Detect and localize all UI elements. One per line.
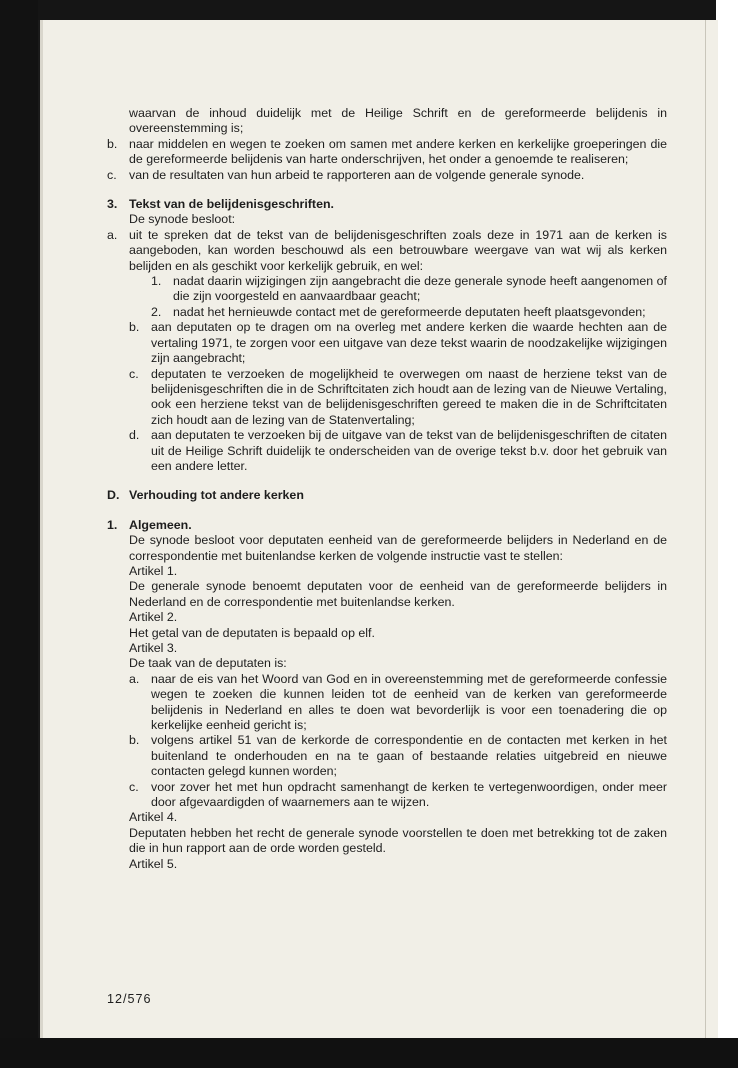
scan-border-bottom xyxy=(0,1038,738,1068)
list-text: nadat daarin wijzigingen zijn aangebracht die deze generale synode heeft aangenomen of die zijn voorgesteld en aanvaardbaar geacht; xyxy=(173,274,667,304)
list-label: a. xyxy=(107,227,118,242)
intro-item-b xyxy=(107,137,667,168)
section-number: 1. xyxy=(107,517,118,532)
list-text: deputaten te verzoeken de mogelijkheid te overwegen om naast de herziene tekst van de belijdenisgeschriften die in de Schriftcitaten zich houdt aan de lezing van de Nieuwe Vertaling, ook een herziene tekst van de belijdenisgeschriften gereed te maken die in de Schriftcitaten zich houdt aan de lezing van de Statenvertaling; xyxy=(151,366,667,427)
section-3-item-b xyxy=(129,320,667,366)
article-4-text: Deputaten hebben het recht de generale synode voorstellen te doen met betrekking tot de zaken die in hun rapport aan de orde worden gesteld. xyxy=(129,825,667,856)
section-title: Verhouding tot andere kerken xyxy=(129,488,304,503)
list-label: a. xyxy=(129,671,140,686)
list-label: 1. xyxy=(151,274,162,289)
list-label: c. xyxy=(129,366,139,381)
section-3-item-a xyxy=(107,228,667,274)
list-label: b. xyxy=(129,320,140,335)
list-text: uit te spreken dat de tekst van de belijdenisgeschriften zoals deze in 1971 aan de kerken is aangeboden, kan worden beschouwd als een betrouwbare weergave van wat wij als kerken belijden en als geschikt voor kerkelijk gebruik, en wel: xyxy=(129,227,667,273)
intro-item-c xyxy=(107,168,667,183)
article-4-title: Artikel 4. xyxy=(129,810,178,825)
list-text: naar de eis van het Woord van God en in overeenstemming met de gereformeerde confessie wegen te zoeken die kunnen leiden tot de eenheid van de kerken van gereformeerde belijdenis in Nederland en alles te doen wat bevorderlijk is voor een toenadering die op kerkelijke eenheid gericht is; xyxy=(151,671,667,733)
section-number: 3. xyxy=(107,197,118,212)
article-3-item-b xyxy=(129,733,667,779)
scan-border-left xyxy=(0,0,38,1068)
section-3-item-d xyxy=(129,428,667,474)
article-3-lead: De taak van de deputaten is: xyxy=(129,656,287,671)
section-3-subitem-1 xyxy=(151,274,667,305)
section-label: D. xyxy=(107,488,120,503)
article-5-title: Artikel 5. xyxy=(129,856,178,871)
article-3-item-a xyxy=(129,672,667,734)
scan-border-right xyxy=(716,0,738,1068)
section-title: Tekst van de belijdenisgeschriften. xyxy=(129,197,334,212)
list-text: voor zover het met hun opdracht samenhangt de kerken te vertegenwoordigen, onder meer door afgevaardigden of waarnemers aan te wijzen. xyxy=(151,779,667,810)
section-3-lead: De synode besloot: xyxy=(129,212,236,227)
list-text: van de resultaten van hun arbeid te rapporteren aan de volgende generale synode. xyxy=(129,167,585,182)
page-number: 12/576 xyxy=(107,992,152,1006)
list-label: 2. xyxy=(151,304,162,319)
article-3-title: Artikel 3. xyxy=(129,641,178,655)
article-1-title: Artikel 1. xyxy=(129,563,178,578)
list-label: d. xyxy=(129,428,140,443)
list-label: c. xyxy=(129,779,139,794)
article-3-item-c xyxy=(129,780,667,811)
page-content xyxy=(107,106,667,872)
list-text: aan deputaten op te dragen om na overleg met andere kerken die waarde hechten aan de vertaling 1971, te zorgen voor een uitgave van deze tekst waarin de noodzakelijke wijzigingen zijn aangebracht; xyxy=(151,320,667,366)
article-2-text: Het getal van de deputaten is bepaald op elf. xyxy=(129,625,375,640)
article-1-text: De generale synode benoemt deputaten voor de eenheid van de gereformeerde belijders in Nederland en de correspondentie met buitenlandse kerken. xyxy=(129,579,667,609)
section-3-subitem-2 xyxy=(151,305,667,320)
page-fold-line xyxy=(705,20,706,1038)
subsection-1-intro: De synode besloot voor deputaten eenheid van de gereformeerde belijders in Nederland en de correspondentie met buitenlandse kerken de volgende instructie vast te stellen: xyxy=(129,533,667,563)
intro-continuation: waarvan de inhoud duidelijk met de Heilige Schrift en de gereformeerde belijdenis in overeenstemming is; xyxy=(129,106,667,136)
section-d-heading xyxy=(107,488,667,503)
section-3-heading xyxy=(107,197,667,212)
list-label: c. xyxy=(107,167,117,182)
scan-border-top xyxy=(0,0,738,20)
article-2-title: Artikel 2. xyxy=(129,610,178,625)
document-page xyxy=(40,20,718,1038)
list-text: volgens artikel 51 van de kerkorde de correspondentie en de contacten met kerken in het buitenland te onderhouden en na te gaan of bestaande relaties uitgebreid en nieuwe contacten gelegd kunnen worden; xyxy=(151,733,667,779)
list-text: nadat het hernieuwde contact met de gereformeerde deputaten heeft plaatsgevonden; xyxy=(173,304,646,319)
section-title: Algemeen. xyxy=(129,517,192,532)
list-label: b. xyxy=(129,733,140,748)
section-3-item-c xyxy=(129,367,667,429)
list-text: aan deputaten te verzoeken bij de uitgave van de tekst van de belijdenisgeschriften de citaten uit de Heilige Schrift duidelijk te onderscheiden van de overige tekst b.v. door het gebruik van een andere letter. xyxy=(151,428,667,473)
subsection-1-heading xyxy=(107,518,667,533)
list-text: naar middelen en wegen te zoeken om samen met andere kerken en kerkelijke groeperingen die de gereformeerde belijdenis van harte onderschrijven, het onder a genoemde te realiseren; xyxy=(129,136,667,167)
list-label: b. xyxy=(107,136,118,151)
